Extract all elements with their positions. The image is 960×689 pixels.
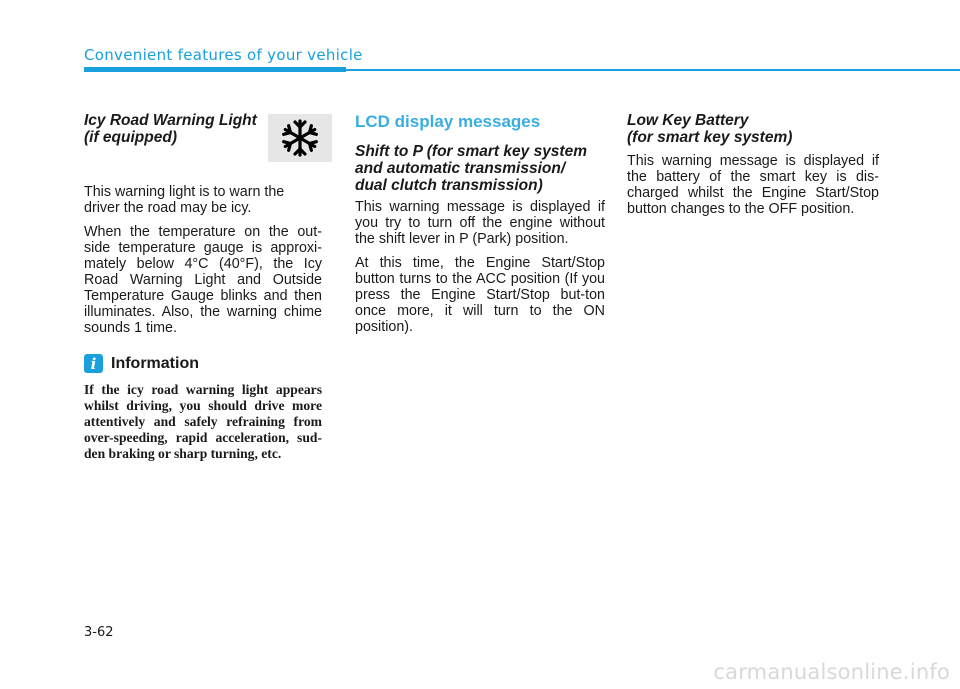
shift-to-p-paragraph-1: This warning message is displayed if you try to turn off the engine without the shift lever in P (Park) position. — [355, 199, 605, 247]
watermark: carmanualsonline.info — [713, 660, 950, 684]
header-rule — [346, 69, 960, 71]
section-header-title: Convenient features of your vehicle — [84, 46, 363, 64]
low-key-battery-paragraph: This warning message is displayed if the battery of the smart key is dis-charged whilst the Engine Start/Stop button changes to the OFF position. — [627, 153, 879, 217]
information-icon: i — [84, 354, 103, 373]
icy-road-heading-line1: Icy Road Warning Light — [84, 112, 257, 129]
shift-to-p-paragraph-2: At this time, the Engine Start/Stop button turns to the ACC position (If you press the Engine Start/Stop but-ton once more, it will turn to the ON position). — [355, 255, 605, 335]
column-icy-road-warning — [84, 112, 322, 462]
lcd-display-heading: LCD display messages — [355, 112, 541, 131]
icy-road-heading-line2: (if equipped) — [84, 129, 177, 146]
low-key-battery-heading — [627, 112, 879, 146]
shift-to-p-heading-line3: dual clutch transmission) — [355, 177, 543, 194]
shift-to-p-heading-line1: Shift to P (for smart key system — [355, 143, 587, 160]
header-accent-bar — [84, 67, 346, 72]
snowflake-icon — [268, 114, 332, 162]
icy-road-paragraph-1: This warning light is to warn the driver the road may be icy. — [84, 184, 285, 216]
page-number: 3-62 — [84, 625, 114, 640]
shift-to-p-heading — [355, 143, 605, 194]
shift-to-p-heading-line2: and automatic transmission/ — [355, 160, 566, 177]
low-key-battery-heading-line2: (for smart key system) — [627, 129, 793, 146]
icy-road-paragraph-2: When the temperature on the out-side temperature gauge is approxi-mately below 4°C (40°F), the Icy Road Warning Light and Outside Temperature Gauge blinks and then illuminates. Also, the warning chime sounds 1 time. — [84, 224, 322, 336]
information-title: Information — [111, 354, 199, 372]
column-low-key-battery — [627, 112, 879, 225]
information-text: If the icy road warning light appears whilst driving, you should drive more attentively and safely refraining from over-speeding, rapid acceleration, sud-den braking or sharp turning, etc. — [84, 382, 322, 461]
low-key-battery-heading-line1: Low Key Battery — [627, 112, 749, 129]
information-header — [84, 354, 322, 373]
column-lcd-messages — [355, 112, 605, 343]
